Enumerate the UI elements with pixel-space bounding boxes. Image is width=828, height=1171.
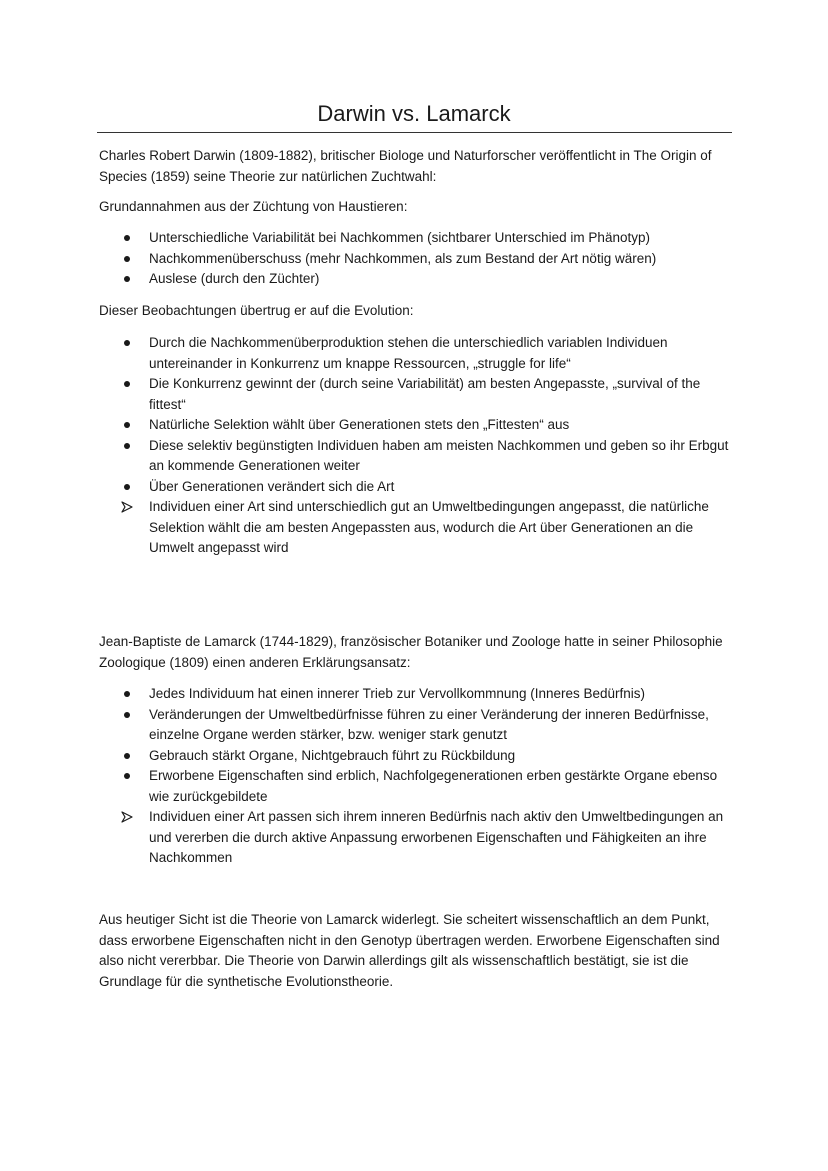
bullet-icon xyxy=(124,712,130,718)
bullet-icon xyxy=(124,340,130,346)
bullet-icon xyxy=(124,276,130,282)
bullet-icon xyxy=(124,484,130,490)
list-item xyxy=(99,269,739,290)
bullet-icon xyxy=(124,443,130,449)
bullet-icon xyxy=(124,256,130,262)
bullet-icon xyxy=(124,235,130,241)
list-item xyxy=(99,436,739,477)
list-item xyxy=(99,249,739,270)
list-item-text: Erworbene Eigenschaften sind erblich, Nachfolgegenerationen erben gestärkte Organe ebenso wie zurückgebildete xyxy=(149,768,718,804)
bullet-icon xyxy=(124,773,130,779)
list-item xyxy=(99,684,739,705)
summary-paragraph: Aus heutiger Sicht ist die Theorie von Lamarck widerlegt. Sie scheitert wissenschaftlich an dem Punkt, dass erworbene Eigenschaften nicht in den Genotyp übertragen werden. Erworbene Eigenschaften sind also nicht vererbbar. Die Theorie von Darwin allerdings gilt als wissenschaftlich bestätigt, sie ist die Grundlage für die synthetische Evolutionstheorie. xyxy=(99,912,720,989)
arrow-bullet-icon xyxy=(121,811,133,823)
list-item-text: Jedes Individuum hat einen innerer Trieb zur Vervollkommnung (Inneres Bedürfnis) xyxy=(149,686,646,701)
list-item xyxy=(99,477,739,498)
darwin-basics-heading: Grundannahmen aus der Züchtung von Haustieren: xyxy=(99,199,408,214)
list-item-text: Individuen einer Art passen sich ihrem inneren Bedürfnis nach aktiv den Umweltbedingungen an und vererben die durch aktive Anpassung erworbenen Eigenschaften und Fähigkeiten an ihre Nachkommen xyxy=(149,809,724,865)
list-item xyxy=(99,705,739,746)
list-item-text: Durch die Nachkommenüberproduktion stehen die unterschiedlich variablen Individuen untereinander in Konkurrenz um knappe Ressourcen, „struggle for life“ xyxy=(149,335,668,371)
darwin-intro: Charles Robert Darwin (1809-1882), britischer Biologe und Naturforscher veröffentlicht in The Origin of Species (1859) seine Theorie zur natürlichen Zuchtwahl: xyxy=(99,148,712,184)
list-item xyxy=(99,766,739,807)
list-item xyxy=(99,374,739,415)
page-title: Darwin vs. Lamarck xyxy=(317,101,511,126)
darwin-evolution-heading: Dieser Beobachtungen übertrug er auf die Evolution: xyxy=(99,303,414,318)
bullet-icon xyxy=(124,381,130,387)
bullet-icon xyxy=(124,691,130,697)
list-item-text: Gebrauch stärkt Organe, Nichtgebrauch führt zu Rückbildung xyxy=(149,747,516,763)
darwin-evolution-list xyxy=(99,333,739,559)
list-item-text: Diese selektiv begünstigten Individuen haben am meisten Nachkommen und geben so ihr Erbgut an kommende Generationen weiter xyxy=(149,437,729,473)
list-item-text: Auslese (durch den Züchter) xyxy=(149,271,320,286)
list-item xyxy=(99,415,739,436)
list-item-text: Veränderungen der Umweltbedürfnisse führen zu einer Veränderung der inneren Bedürfnisse, einzelne Organe werden stärker, bzw. weniger stark genutzt xyxy=(149,706,709,742)
title-underline xyxy=(97,132,732,133)
list-item-text: Über Generationen verändert sich die Art xyxy=(149,478,395,494)
lamarck-intro: Jean-Baptiste de Lamarck (1744-1829), französischer Botaniker und Zoologe hatte in seiner Philosophie Zoologique (1809) einen anderen Erklärungsansatz: xyxy=(99,634,723,670)
list-item xyxy=(99,333,739,374)
list-item-text: Die Konkurrenz gewinnt der (durch seine Variabilität) am besten Angepasste, „survival of the fittest“ xyxy=(149,376,701,412)
list-item-text: Natürliche Selektion wählt über Generationen stets den „Fittesten“ aus xyxy=(149,417,570,432)
darwin-basics-list xyxy=(99,228,739,290)
list-item-text: Nachkommenüberschuss (mehr Nachkommen, als zum Bestand der Art nötig wären) xyxy=(149,250,657,266)
bullet-icon xyxy=(124,753,130,759)
list-item-conclusion xyxy=(99,497,739,559)
list-item-conclusion xyxy=(99,807,739,869)
list-item xyxy=(99,746,739,767)
arrow-bullet-icon xyxy=(121,501,133,513)
list-item-text: Individuen einer Art sind unterschiedlich gut an Umweltbedingungen angepasst, die natürliche Selektion wählt die am besten Angepassten aus, wodurch die Art über Generationen an die Umwelt angepasst wird xyxy=(149,499,709,555)
list-item-text: Unterschiedliche Variabilität bei Nachkommen (sichtbarer Unterschied im Phänotyp) xyxy=(149,230,650,245)
list-item xyxy=(99,228,739,249)
bullet-icon xyxy=(124,422,130,428)
lamarck-list xyxy=(99,684,739,869)
